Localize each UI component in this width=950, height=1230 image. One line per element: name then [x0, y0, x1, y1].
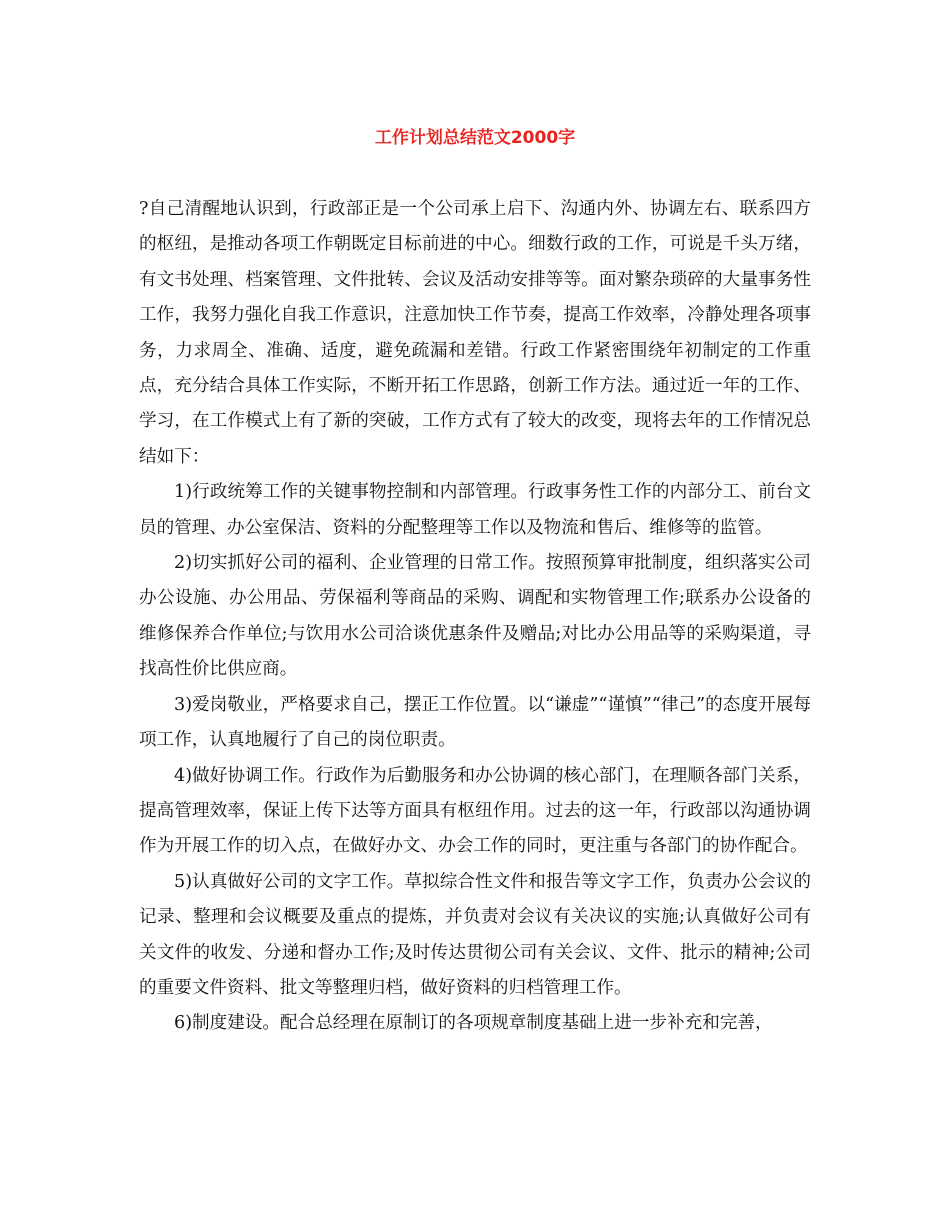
paragraph-item-1: 1)行政统筹工作的关键事物控制和内部管理。行政事务性工作的内部分工、前台文员的管理、办公室保洁、资料的分配整理等工作以及物流和售后、维修等的监管。: [139, 482, 811, 538]
document-body: [139, 192, 811, 1042]
paragraph-item-5: 5)认真做好公司的文字工作。草拟综合性文件和报告等文字工作，负责办公会议的记录、整理和会议概要及重点的提炼，并负责对会议有关决议的实施;认真做好公司有关文件的收发、分递和督办工作;及时传达贯彻公司有关会议、文件、批示的精神;公司的重要文件资料、批文等整理归档，做好资料的归档管理工作。: [139, 871, 811, 998]
paragraph-item-4: 4)做好协调工作。行政作为后勤服务和办公协调的核心部门，在理顺各部门关系，提高管理效率，保证上传下达等方面具有枢纽作用。过去的这一年，行政部以沟通协调作为开展工作的切入点，在做好办文、办会工作的同时，更注重与各部门的协作配合。: [139, 765, 811, 857]
intro-paragraph: ?自己清醒地认识到，行政部正是一个公司承上启下、沟通内外、协调左右、联系四方的枢纽，是推动各项工作朝既定目标前进的中心。细数行政的工作，可说是千头万绪，有文书处理、档案管理、文件批转、会议及活动安排等等。面对繁杂琐碎的大量事务性工作，我努力强化自我工作意识，注意加快工作节奏，提高工作效率，冷静处理各项事务，力求周全、准确、适度，避免疏漏和差错。行政工作紧密围绕年初制定的工作重点，充分结合具体工作实际，不断开拓工作思路，创新工作方法。通过近一年的工作、学习，在工作模式上有了新的突破，工作方式有了较大的改变，现将去年的工作情况总结如下：: [139, 199, 811, 467]
paragraph-item-2: 2)切实抓好公司的福利、企业管理的日常工作。按照预算审批制度，组织落实公司办公设施、办公用品、劳保福利等商品的采购、调配和实物管理工作;联系办公设备的维修保养合作单位;与饮用水公司洽谈优惠条件及赠品;对比办公用品等的采购渠道，寻找高性价比供应商。: [139, 553, 811, 680]
paragraph-item-3: 3)爱岗敬业，严格要求自己，摆正工作位置。以“谦虚”“谨慎”“律己”的态度开展每项工作，认真地履行了自己的岗位职责。: [139, 694, 811, 751]
paragraph-item-6: 6)制度建设。配合总经理在原制订的各项规章制度基础上进一步补充和完善，: [174, 1013, 773, 1034]
document-title: 工作计划总结范文2000字: [374, 128, 576, 148]
